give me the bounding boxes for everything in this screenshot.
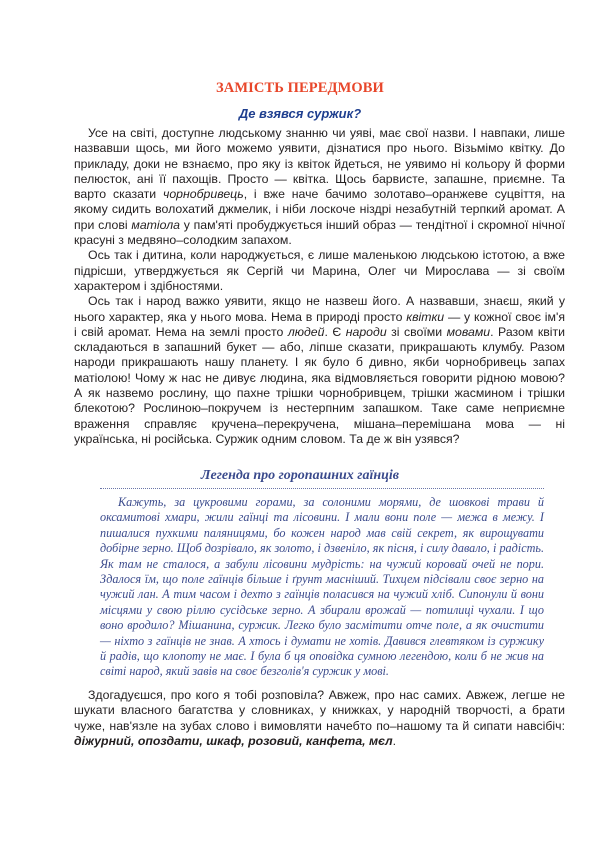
- emphasis-word: матіола: [131, 217, 180, 232]
- text-run: — у кожної своє ім'я і свій аромат. Нема на землі просто: [74, 309, 565, 339]
- intro-paragraph-1: [74, 126, 565, 248]
- closing-text: [74, 688, 565, 749]
- text-run: зі своїми: [386, 324, 447, 339]
- text-run: Ось так і народ важко уявити, якщо не назвеш його. А назвавши, знаєш, який у нього характер, яка у нього мова. Нема в природі просто: [74, 294, 565, 324]
- text-run: . Є: [324, 324, 346, 339]
- intro-text: [74, 126, 565, 447]
- text-run: у пам'яті пробуджується інший образ — тендітної і скромної нічної красуні з медвяно–солодким запахом.: [74, 217, 565, 248]
- emphasis-word: народи: [345, 324, 387, 339]
- intro-paragraph-2: Ось так і дитина, коли народжується, є лише маленькою людською істотою, а вже підрісши, утверджується як Сергій чи Марина, Олег чи Мирослава — зі своїм характером і здібностями.: [74, 248, 565, 293]
- surzhyk-keywords: діжурний, опоздати, шкаф, розовий, канфета, мєл: [74, 733, 393, 748]
- emphasis-word: квітки: [406, 309, 445, 324]
- emphasis-word: людей: [287, 324, 325, 339]
- text-run: Здогадуєшся, про кого я тобі розповіла? Авжеж, про нас самих. Авжеж, легше не шукати власного багатства у словниках, у книжках, у народній творчості, а брати чуже, нав'язле на зубах слово і вимовляти начебто по–нашому та й сипати навсібіч:: [74, 688, 565, 733]
- text-run: . Разом квіти складаються в запашний букет — або, ліпше сказати, прикрашають клумбу. Разом народи прикрашають нашу планету. І як було б дивно, якби чорнобривець запах матіолою! Чому ж нас не дивує людина, яка відмовляється говорити рідною мовою? А як назвемо рослину, що пахне трішки чорнобривцем, трішки жасмином і трішки блекотою? Рослиною–покручем із нестерпним запашком. Таке саме неприємне враження справляє кручена–перекручена, мішана–перемішана мова — ні українська, ні російська. Суржик одним словом. Та де ж він узявся?: [74, 324, 565, 446]
- text-run: , і вже наче бачимо золотаво–оранжеве суцвіття, на якому сидить волохатий джмелик, і ніби лоскоче ніздрі незабутній терпкий аромат. А при слові: [74, 187, 565, 232]
- legend-text: Кажуть, за цукровими горами, за солоними морями, де шовкові трави й оксамитові хмари, жили гаїнці та лісовини. І мали вони поле — межа в межу. І пишалися пухкими паляницями, бо кожен народ мав свій секрет, як вирощувати добірне зерно. Щоб дозрівало, як золото, і дзвеніло, як пісня, і силу давало, і радість. Як там не сталося, а забули лісовини мудрість: на чужий коровай очей не пори. Здалося їм, що поле гаїнців більше і ґрунт масніший. Тихцем підсівали своє зерно на чужий лан. А тим часом і дехто з гаїнців поласився на чужий хліб. Сипонули й вони місцями у свою ріллю сусідське зерно. А збирали врожай — потилиці чухали. І що воно вродило? Мішанина, суржик. Легко було засмітити отче поле, а як очистити — ніхто з гаїнців не знав. А хтось і думати не хотів. Давився глевтяком із суржику й радів, що клопоту не має. І була б ця оповідка сумною легендою, коли б не жив на світі народ, який завів на своє безголів'я суржик у мові.: [100, 495, 544, 679]
- text-run: Усе на світі, доступне людському знанню чи уяві, має свої назви. І навпаки, лише назвавши щось, ми його можемо уявити, дізнатися про нього. Візьмімо квітку. До прикладу, доки не взнаємо, про яку із квіток йдеться, не уявимо ні кольору й форми пелюсток, ані її пахощів. Просто — квітка. Щось барвисте, запашне, приємне. Та варто сказати: [74, 126, 565, 202]
- section-subtitle: Де взявся суржик?: [238, 106, 362, 121]
- legend-block: [100, 488, 544, 680]
- legend-title: Легенда про горопашних гаїнців: [200, 468, 400, 483]
- page-title: ЗАМІСТЬ ПЕРЕДМОВИ: [216, 80, 384, 96]
- intro-paragraph-3: [74, 294, 565, 447]
- emphasis-word: чорнобривець: [162, 187, 244, 202]
- emphasis-word: мовами: [446, 324, 491, 339]
- closing-paragraph: [74, 688, 565, 749]
- text-run: .: [392, 733, 397, 748]
